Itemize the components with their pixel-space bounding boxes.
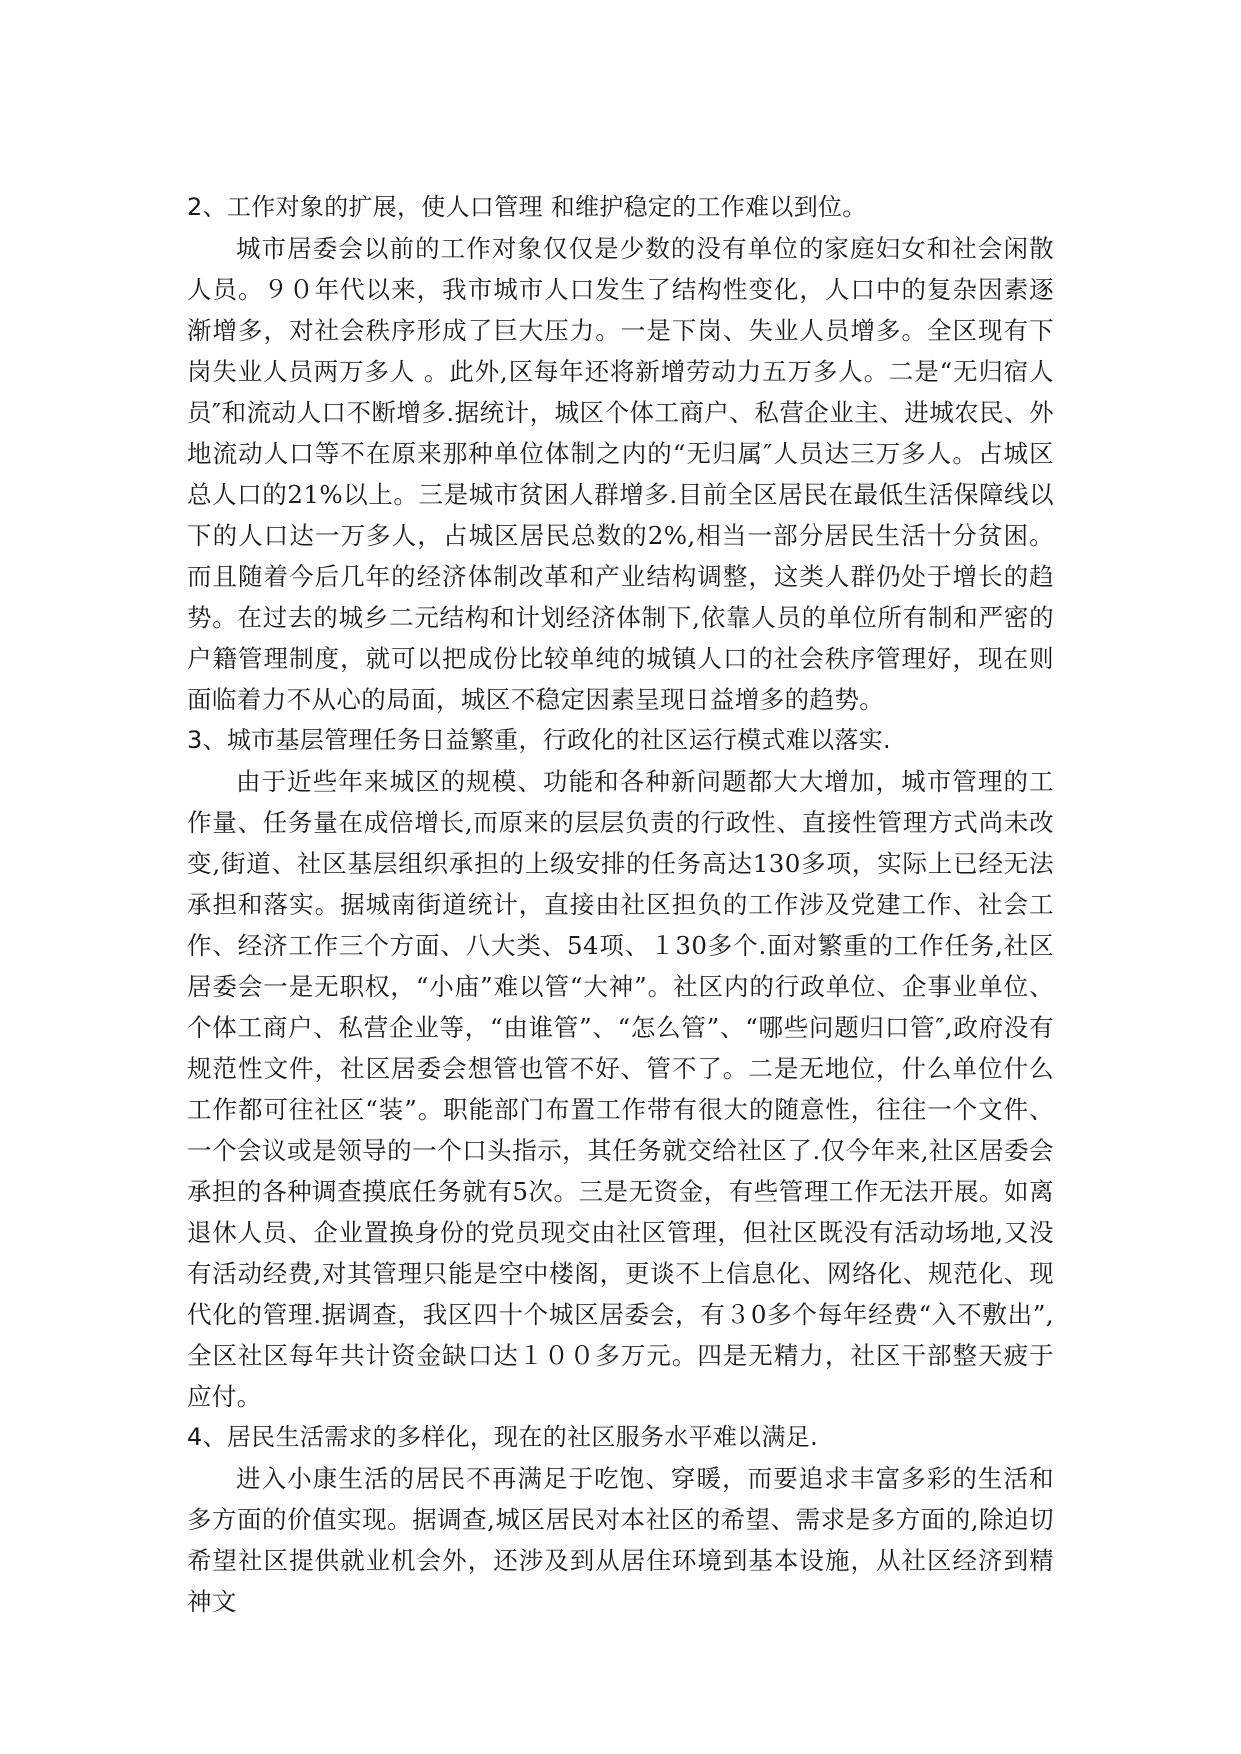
section-heading: 4、居民生活需求的多样化，现在的社区服务水平难以满足. xyxy=(187,1423,818,1451)
section-paragraph: 进入小康生活的居民不再满足于吃饱、穿暖，而要追求丰富多彩的生活和多方面的价值实现。据调查,城区居民对本社区的希望、需求是多方面的,除迫切希望社区提供就业机会外，还涉及到从居住环境到基本设施，从社区经济到精神文 xyxy=(187,1464,1054,1616)
section-4 xyxy=(187,1417,1054,1622)
document-page xyxy=(187,187,1054,1622)
section-3 xyxy=(187,720,1054,1417)
section-paragraph: 由于近些年来城区的规模、功能和各种新问题都大大增加，城市管理的工作量、任务量在成倍增长,而原来的层层负责的行政性、直接性管理方式尚未改变,街道、社区基层组织承担的上级安排的任务高达130多项，实际上已经无法承担和落实。据城南街道统计，直接由社区担负的工作涉及党建工作、社会工作、经济工作三个方面、八大类、54项、１30多个.面对繁重的工作任务,社区居委会一是无职权，“小庙”难以管“大神”。社区内的行政单位、企事业单位、个体工商户、私营企业等，“由谁管”、“怎么管”、“哪些问题归口管″,政府没有规范性文件，社区居委会想管也管不好、管不了。二是无地位，什么单位什么工作都可往社区“装”。职能部门布置工作带有很大的随意性，往往一个文件、一个会议或是领导的一个口头指示，其任务就交给社区了.仅今年来,社区居委会承担的各种调查摸底任务就有5次。三是无资金，有些管理工作无法开展。如离退休人员、企业置换身份的党员现交由社区管理，但社区既没有活动场地,又没有活动经费,对其管理只能是空中楼阁，更谈不上信息化、网络化、规范化、现代化的管理.据调查，我区四十个城区居委会，有３0多个每年经费“入不敷出”,全区社区每年共计资金缺口达１００多万元。四是无精力，社区干部整天疲于应付。 xyxy=(187,767,1054,1411)
section-heading: 2、工作对象的扩展，使人口管理 和维护稳定的工作难以到位。 xyxy=(187,193,867,221)
section-2 xyxy=(187,187,1054,720)
section-heading: 3、城市基层管理任务日益繁重，行政化的社区运行模式难以落实. xyxy=(187,726,891,754)
section-paragraph: 城市居委会以前的工作对象仅仅是少数的没有单位的家庭妇女和社会闲散人员。９０年代以来，我市城市人口发生了结构性变化，人口中的复杂因素逐渐增多，对社会秩序形成了巨大压力。一是下岗、失业人员增多。全区现有下岗失业人员两万多人 。此外,区每年还将新增劳动力五万多人。二是“无归宿人员″和流动人口不断增多.据统计，城区个体工商户、私营企业主、进城农民、外地流动人口等不在原来那种单位体制之内的“无归属″人员达三万多人。占城区总人口的21%以上。三是城市贫困人群增多.目前全区居民在最低生活保障线以下的人口达一万多人，占城区居民总数的2%,相当一部分居民生活十分贫困。而且随着今后几年的经济体制改革和产业结构调整，这类人群仍处于增长的趋势。在过去的城乡二元结构和计划经济体制下,依靠人员的单位所有制和严密的户籍管理制度，就可以把成份比较单纯的城镇人口的社会秩序管理好，现在则面临着力不从心的局面，城区不稳定因素呈现日益增多的趋势。 xyxy=(187,234,1054,714)
